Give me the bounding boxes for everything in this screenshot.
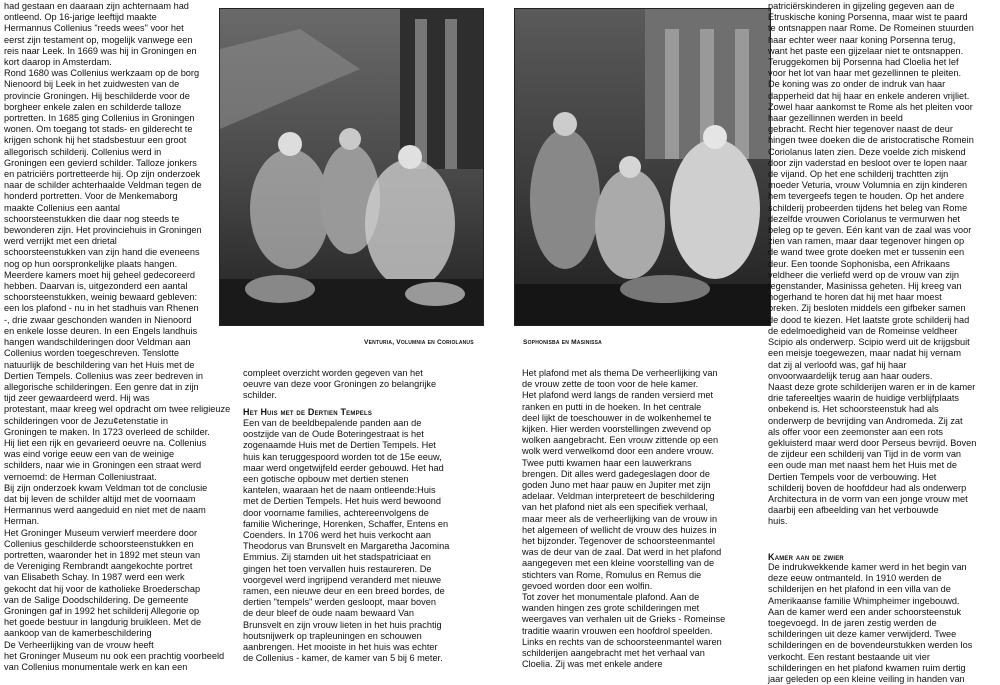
column-3-text: Het plafond met als thema De verheerlijking van de vrouw zette de toon voor de hele kamer. Het plafond werd langs de randen versierd met ranken en putti in de hoeken. In het centrale deel lijkt de toeschouwer in de wolkenhemel te kijken. Hier werden voorstellingen zwevend op wolken aangebracht. Een vrouw zittende op een wolk werd verwelkomd door een andere vrouw. Twee putti kwamen haar een lauwerkrans brengen. Dit alles werd gadegeslagen door de goden Juno met haar pauw en Jupiter met zijn adelaar. Veldman interpreteert de beschildering van het plafond niet als een specifiek verhaal, maar meer als de verheerlijking van de vrouw in het algemeen of wellicht de vrouw des huizes in het bijzonder. Tegenover de schoorsteenmantel was de deur van de zaal. Dat werd in het plafond aangegeven met een kleine voorstelling van de stichters van Rome, Romulus en Remus die gevoed worden door een wolfin. Tot zover het monumentale plafond. Aan de wanden hingen zes grote schilderingen met weergaves van verhalen uit de Grieks - Romeinse traditie waarin vrouwen een hoofdrol speelden. Links en rechts van de schoorsteenmantel waren schilderijen aangebracht met het verhaal van Cloelia. Zij was met enkele andere [522, 368, 726, 670]
column-1-text: had gestaan en daaraan zijn achternaam had ontleend. Op 16-jarige leeftijd maakte Hermannus Collenius "reeds wees" voor het eerst zijn testament op, mogelijk vanwege een reis naar Leek. In 1669 was hij in Groningen en kort daarop in Amsterdam. Rond 1680 was Collenius werkzaam op de borg Nienoord bij Leek in het zuidwesten van de provincie Groningen. Hij beschilderde voor de borgheer enkele zalen en schilderde talloze portretten. In 1685 ging Collenius in Groningen wonen. Om toegang tot stads- en gilderecht te krijgen schonk hij het stadsbestuur een groot allegorisch schilderij. Collenius werd in Groningen een gevierd schilder. Talloze jonkers en patriciërs portretteerde hij. Op zijn onderzoek naar de schilder achterhaalde Veldman tegen de honderd portretten. Voor de Menkemaborg maakte Collenius een aantal schoorsteenstukken die daar nog steeds te bewonderen zijn. Het provinciehuis in Groningen werd verrijkt met een drietal schoorsteenstukken van zijn hand die eveneens nog op hun oorspronkelijke plaats hangen. Meerdere kamers moet hij geheel gedecoreerd hebben. Daarvan is, uitgezonderd een aantal schoorsteenstukken, weinig bewaard gebleven: een los plafond - nu in het stadhuis van Rhenen -, drie zwaar geschonden wanden in Nienoord en enkele losse deuren. In een Engels landhuis hangen wandschilderingen door Veldman aan Collenius worden toegeschreven. Tenslotte natuurlijk de beschildering van het Huis met de Dertien Tempels. Collenius was zeer bedreven in allegorische schilderingen. Een genre dat in zijn tijd zeer gewaardeerd werd. Hij was protestant, maar kreeg wel opdracht om twee religieuze schilderingen voor de Jezu¢etenstatie in Groningen te maken. In 1723 overleed de schilder. Hij liet een rijk en gevarieerd oeuvre na. Collenius was eind vorige eeuw een van de weinige schilders, naar wie in Groningen een straat werd vernoemd: de Herman Colleniustraat. Bij zijn onderzoek kwam Veldman tot de conclusie dat bij leven de schilder altijd met de voornaam Hermannus werd aangeduid en niet met de naam Herman. Het Groninger Museum verwierf meerdere door Collenius geschilderde schoorsteenstukken en portretten, waaronder het in 1892 met steun van de Vereniging Rembrandt aangekochte portret van Elisabeth Schay. In 1987 werd een werk gekocht dat hij voor de katholieke Broederschap van de Salige Doodschildering. De gemeente Groningen gaf in 1992 het schilderij Allegorie op het goede bestuur in langdurig bruikleen. Met de aankoop van de kamerbeschildering De Verheerlijking van de vrouw heeft het Groninger Museum nu ook een prachtig voorbeeld van Collenius monumentale werk en kan een [4, 1, 231, 672]
column-2-intro: compleet overzicht worden gegeven van het oeuvre van deze voor Groningen zo belangrijke schilder. [243, 368, 437, 401]
section-heading-huis: Het Huis met de Dertien Tempels [243, 407, 373, 417]
column-2-body: Een van de beeldbepalende panden aan de oostzijde van de Oude Boteringestraat is het zogenaamde Huis met de Dertien Tempels. Het huis kan teruggespoord worden tot de 15e eeuw, maar werd ongetwijfeld eerder gebouwd. Het had een gotische opbouw met dertien stenen kantelen, waaraan het de naam ontleende:Huis met de Dertien Tempels. Het huis werd bewoond door voorname families, achtereenvolgens de familie Wicheringe, Horenken, Schaffer, Entens en Coenders. In 1706 werd het huis verkocht aan Theodorus van Brunsvelt en Margaretha Jacomina Emmius. Zij stamden uit het stadspatriciaat en gingen het toen vervallen huis restaureren. De voorgevel werd ingrijpend veranderd met nieuwe ramen, een nieuwe deur en een breed bordes, de dertien "tempels" werden gesloopt, maar boven de deur bleef de oude naam bewaard Van Brunsvelt en zijn vrouw lieten in het huis prachtig houtsnijwerk op trapleuningen en schouwen aanbrengen. Het mooiste in het huis was echter de Collenius - kamer, de kamer van 5 bij 6 meter. [243, 418, 450, 664]
caption-painting-2: Sophonisba en Masinissa [523, 339, 602, 346]
column-4-body: De indrukwekkende kamer werd in het begin van deze eeuw ontmanteld. In 1910 werden de schilderijen en het plafond in een villa van de Amerikaanse familie Whimpheimer ingebouwd. Aan de kamer werd een ander schoorsteenstuk toegevoegd. In de jaren zestig werden de schilderingen uit deze kamer verwijderd. Twee schilderingen en de bovendeurstukken werden los verkocht. Een restant bestaande uit vier schilderingen en het plafond kwamen ruim dertig jaar geleden op een kleine veiling in handen van [768, 562, 973, 685]
column-4-text: patriciërskinderen in gijzeling gegeven aan de Etruskische koning Porsenna, maar wist te paard te ontsnappen naar Rome. De Romeinen stuurden haar echter weer naar koning Porsenna terug, want het paste een gijzelaar niet te ontsnappen. Teruggekomen bij Porsenna had Cloelia het lef voor het lot van haar met gezellinnen te pleiten. De koning was zo onder de indruk van haar dapperheid dat hij haar en enkele anderen vrijliet. Zowel haar aankomst te Rome als het pleiten voor haar gezellinnen werden in beeld gebracht. Recht hier tegenover naast de deur hingen twee doeken die de aristocratische Romein Coriolanus laten zien. Deze voelde zich miskend door zijn vaderstad en besloot over te lopen naar de vijand. Op het ene schilderij trachtten zijn moeder Veturia, vrouw Volumnia en zijn kinderen hem tevergeefs tegen te houden. Op het andere schilderij probeerden tijdens het beleg van Rome dezelfde vrouwen Coriolanus te vermurwen het beleg op te geven. Eén kant van de zaal was voor zien van ramen, maar daar tegenover hingen op de wand twee grote doeken met er tussenin een deur. Een toonde Sophonisba, een Afrikaans veldheer die verliefd werd op de vrouw van zijn tegenstander, Masinissa geheten. Hij kreeg van hogerhand te horen dat hij met haar moest breken. Zij besloten middels een gifbeker samen de dood te kiezen. Het laatste grote schilderij had de edelmoedigheid van de Romeinse veldheer Scipio als onderwerp. Scipio werd uit de krijgsbuit een meisje toegewezen, maar nadat hij vernam dat zij al verloofd was, gaf hij haar onvoorwaardelijk terug aan haar ouders. Naast deze grote schilderijen waren er in de kamer drie tafereeltjes waarin de huidige verblijfplaats onbekend is. Het schoorsteenstuk had als onderwerp de bevrijding van Andromeda. Zij zat als offer voor een zeemonster aan een rots gekluisterd maar werd door Perseus bevrijd. Boven de zijdeur een schilderij van Tijd in de vorm van een oude man met naast hem het Huis met de Dertien Tempels voor de verbouwing. Het schilderij boven de hoofddeur had als onderwerp Architectura in de vorm van een jonge vrouw met daarbij een afbeelding van het verbouwde huis. [768, 1, 977, 527]
section-heading-kamer: Kamer aan de zwier [768, 552, 844, 562]
painting-sophonisba [514, 8, 771, 326]
painting-coriolanus [219, 8, 484, 326]
caption-painting-1: Venturia, Volumnia en Coriolanus [364, 339, 474, 346]
